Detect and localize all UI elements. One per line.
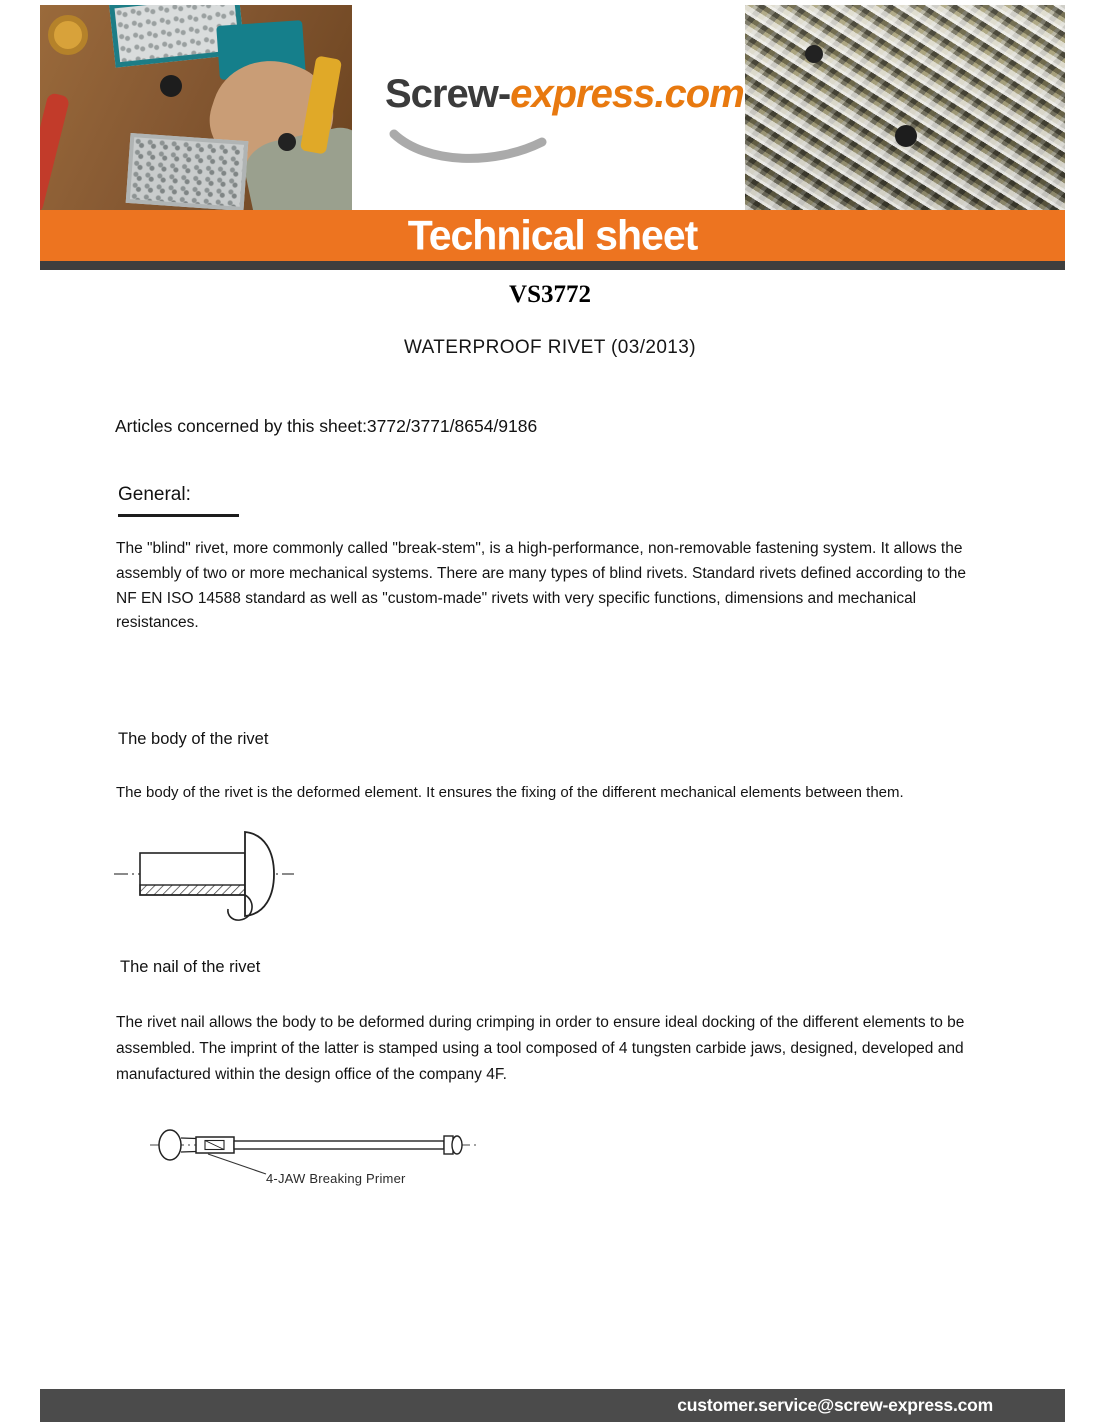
screw-head-decoration xyxy=(278,133,296,151)
document-code: VS3772 xyxy=(509,281,591,308)
nail-diagram-label: 4-JAW Breaking Primer xyxy=(266,1171,406,1186)
screws-photo xyxy=(745,5,1065,210)
metal-tray-decoration xyxy=(126,133,249,210)
document-title: WATERPROOF RIVET (03/2013) xyxy=(404,337,696,358)
screw-head-decoration xyxy=(160,75,182,97)
rivet-body-section-paragraph: The body of the rivet is the deformed element. It ensures the fixing of the different mechanical elements between them. xyxy=(116,784,904,801)
footer-bar xyxy=(40,1389,1065,1422)
logo-swoosh-icon xyxy=(388,126,548,171)
screw-head-decoration xyxy=(805,45,823,63)
workbench-photo xyxy=(40,5,352,210)
rivet-nail-section-heading: The nail of the rivet xyxy=(120,958,261,976)
general-section-heading: General: xyxy=(118,484,239,517)
rivet-nail-section-paragraph: The rivet nail allows the body to be deformed during crimping in order to ensure ideal docking of the different elements to be assembled. The imprint of the latter is stamped using a tool composed of 4 tungsten carbide jaws, designed, developed and manufactured within the design office of the company 4F. xyxy=(116,1014,965,1084)
red-screwdriver-decoration xyxy=(40,92,70,210)
customer-service-email: customer.service@screw-express.com xyxy=(677,1395,993,1415)
logo-text-orange: express.com xyxy=(510,72,744,116)
banner-divider xyxy=(40,261,1065,270)
rivet-body-diagram xyxy=(112,826,302,930)
rivet-nail-diagram xyxy=(148,1124,498,1196)
screw-express-logo xyxy=(385,74,744,114)
general-section-paragraph: The "blind" rivet, more commonly called "break-stem", is a high-performance, non-removable fastening system. It allows the assembly of two or more mechanical systems. There are many types of blind rivets. Standard rivets defined according to the NF EN ISO 14588 standard as well as "custom-made" rivets with very specific functions, dimensions and mechanical resistances. xyxy=(116,540,967,632)
banner-title: Technical sheet xyxy=(407,211,698,259)
articles-concerned-line: Articles concerned by this sheet:3772/3771/8654/9186 xyxy=(115,416,538,436)
tape-measure-decoration xyxy=(48,15,88,55)
rivet-body-section-heading: The body of the rivet xyxy=(118,730,269,748)
screw-head-decoration xyxy=(895,125,917,147)
logo-text-dark: Screw- xyxy=(385,72,511,116)
technical-sheet-banner xyxy=(40,210,1065,261)
